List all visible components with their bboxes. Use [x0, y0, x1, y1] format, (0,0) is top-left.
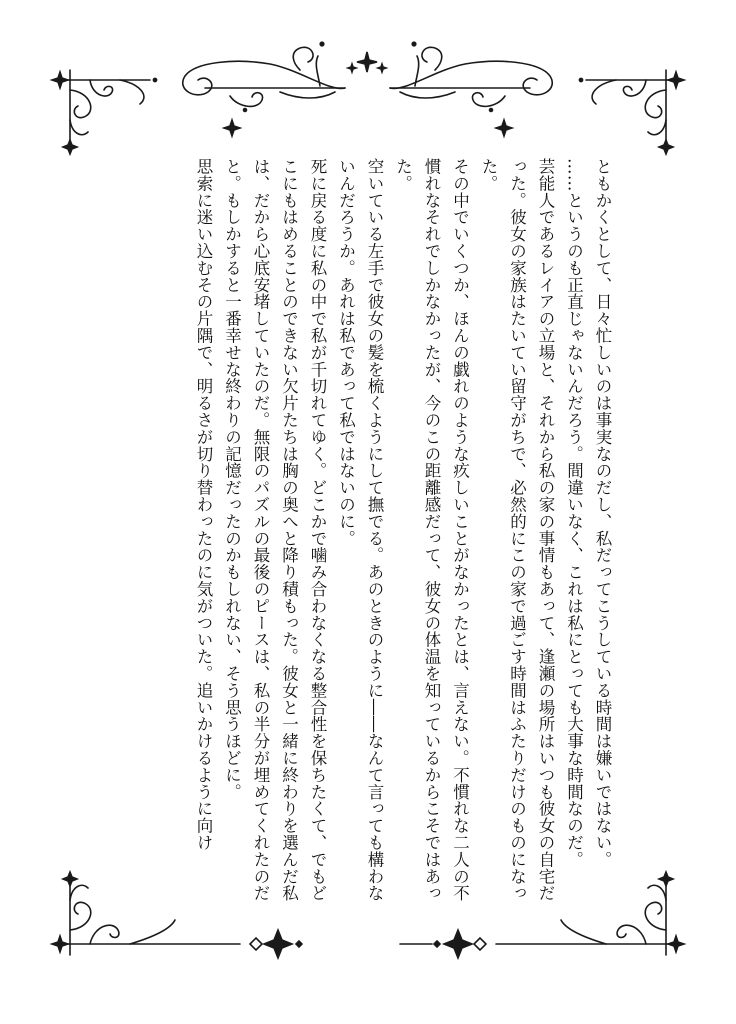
- vertical-text-body: [100, 158, 616, 906]
- paragraph-6: 死に戻る度に私の中で私が千切れてゆく。どこかで噛み合わなくなる整合性を保ちたくて、でもどこにもはめることのできない欠片たちは胸の奥へと降り積もった。彼女と一緒に終わりを選んだ私は、だから心底安堵していたのだ。無限のパズルの最後のピースは、私の半分が埋めてくれたのだと。もしかすると一番幸せな終わりの記憶だったのかもしれない、そう思うほどに。: [222, 158, 327, 902]
- paragraph-7: 思索に迷い込むその片隅で、明るさが切り替わったのに気がついた。追いかけるように向け: [194, 158, 213, 851]
- top-right-corner-ornament: [579, 70, 684, 154]
- paragraph-4: その中でいくつか、ほんの戯れのような疚しいことがなかったとは、言えない。不慣れな二人の不慣れなそれでしかなかったが、今のこの距離感だって、彼女の体温を知っているからこそではあった。: [393, 158, 470, 902]
- paragraph-1: ともかくとして、日々忙しいのは事実なのだし、私だってこうしている時間は嫌いではない。: [593, 158, 612, 868]
- top-left-corner-ornament: [52, 70, 157, 154]
- paragraph-2: ……というのも正直じゃないんだろう。間違いなく、これは私にとっても大事な時間なのだ。: [564, 158, 584, 868]
- top-center-ornament: [183, 42, 553, 136]
- paragraph-3: 芸能人であるレイアの立場と、それから私の家の事情もあって、逢瀬の場所はいつも彼女の自宅だった。彼女の家族はたいてい留守がちで、必然的にこの家で過ごす時間はふたりだけのものになった。: [479, 158, 555, 902]
- paragraph-5: 空いている左手で彼女の髪を梳くようにして撫でる。あのときのように――なんて言っても構わないんだろうか。あれは私であって私ではないのに。: [336, 158, 384, 902]
